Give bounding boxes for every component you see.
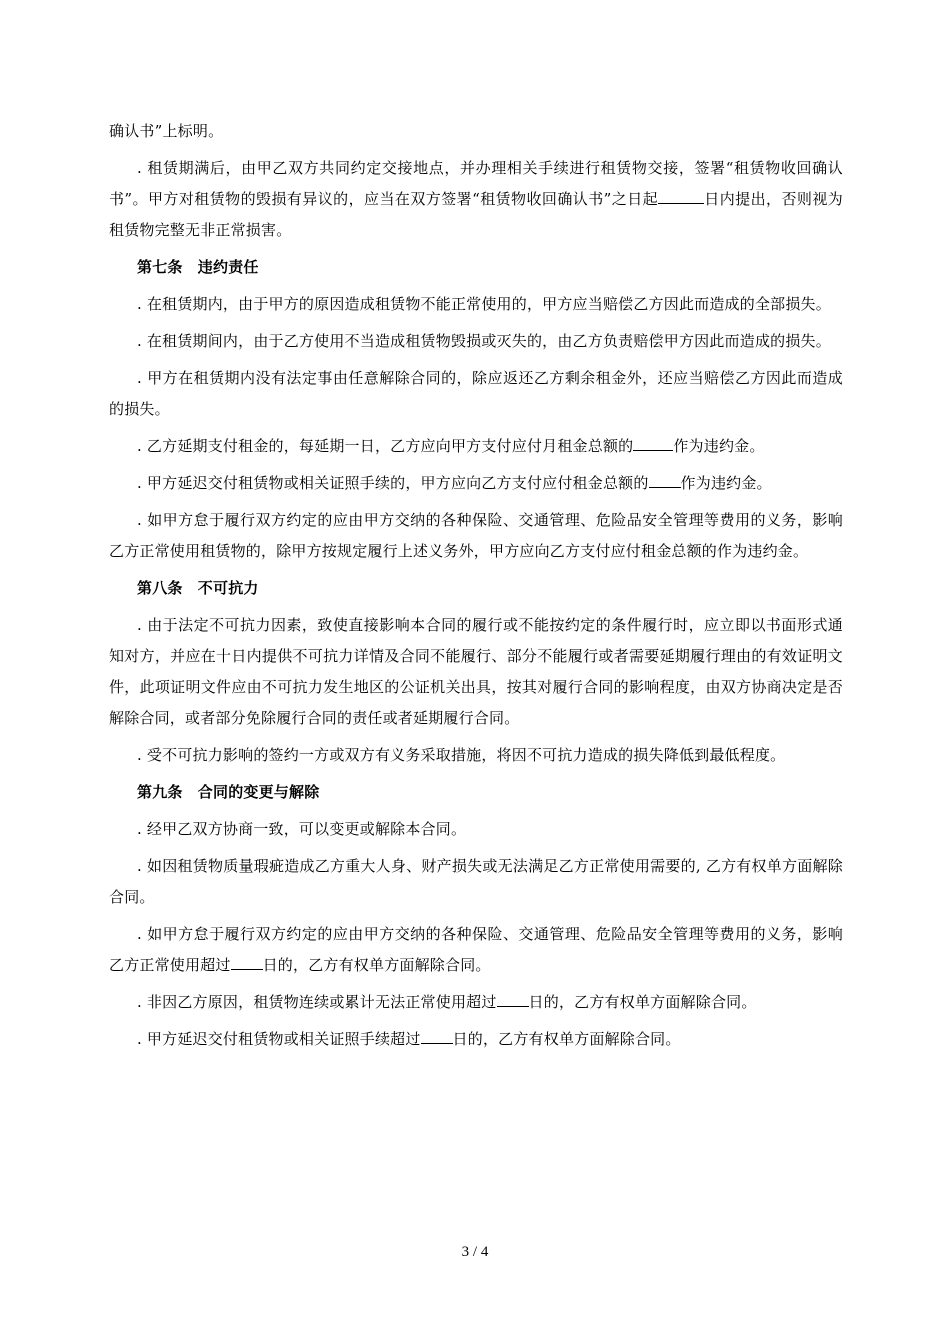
fill-in-blank bbox=[658, 185, 704, 204]
clause-paragraph bbox=[109, 919, 843, 981]
clause-paragraph bbox=[109, 153, 843, 246]
paragraph-text: 日内提出，否则视为租赁物完整无非正常损害。 bbox=[109, 190, 843, 239]
fill-in-blank bbox=[421, 1025, 453, 1044]
paragraph-text: 日的，乙方有权单方面解除合同。 bbox=[262, 956, 491, 974]
paragraph-text: . 由于法定不可抗力因素，致使直接影响本合同的履行或不能按约定的条件履行时，应立即以书面形式通知对方，并应在十日内提供不可抗力详情及合同不能履行、部分不能履行或者需要延期履行理由的有效证明文件，此项证明文件应由不可抗力发生地区的公证机关出具，按其对履行合同的影响程度，由双方协商决定是否解除合同，或者部分免除履行合同的责任或者延期履行合同。 bbox=[109, 616, 843, 727]
paragraph-text: 日的，乙方有权单方面解除合同。 bbox=[452, 1030, 681, 1048]
section-heading bbox=[109, 777, 843, 808]
clause-paragraph bbox=[109, 1024, 843, 1055]
paragraph-text: 作为违约金。 bbox=[680, 474, 772, 492]
paragraph-text: . 在租赁期间内，由于乙方使用不当造成租赁物毁损或灭失的，由乙方负责赔偿甲方因此而造成的损失。 bbox=[137, 332, 831, 350]
paragraph-text: 作为违约金。 bbox=[673, 437, 765, 455]
paragraph-text: . 甲方延迟交付租赁物或相关证照手续超过 bbox=[137, 1030, 421, 1048]
section-heading bbox=[109, 573, 843, 604]
fill-in-blank bbox=[231, 951, 263, 970]
paragraph-text: . 如因租赁物质量瑕疵造成乙方重大人身、财产损失或无法满足乙方正常使用需要的, 乙方有权单方面解除合同。 bbox=[109, 857, 843, 906]
clause-paragraph bbox=[109, 740, 843, 771]
fill-in-blank bbox=[649, 469, 681, 488]
clause-paragraph bbox=[109, 814, 843, 845]
clause-paragraph bbox=[109, 987, 843, 1018]
section-heading bbox=[109, 252, 843, 283]
clause-paragraph bbox=[109, 326, 843, 357]
fill-in-blank bbox=[633, 432, 673, 451]
clause-paragraph bbox=[109, 851, 843, 913]
clause-paragraph bbox=[109, 289, 843, 320]
paragraph-text: . 如甲方怠于履行双方约定的应由甲方交纳的各种保险、交通管理、危险品安全管理等费用的义务，影响乙方正常使用租赁物的，除甲方按规定履行上述义务外，甲方应向乙方支付应付租金总额的作为违约金。 bbox=[109, 511, 843, 560]
paragraph-text: . 在租赁期内，由于甲方的原因造成租赁物不能正常使用的，甲方应当赔偿乙方因此而造成的全部损失。 bbox=[137, 295, 831, 313]
paragraph-text: . 甲方延迟交付租赁物或相关证照手续的，甲方应向乙方支付应付租金总额的 bbox=[137, 474, 649, 492]
paragraph-text: . 经甲乙双方协商一致，可以变更或解除本合同。 bbox=[137, 820, 467, 838]
clause-paragraph bbox=[109, 505, 843, 567]
paragraph-text: . 受不可抗力影响的签约一方或双方有义务采取措施，将因不可抗力造成的损失降低到最低程度。 bbox=[137, 746, 786, 764]
paragraph-text: . 甲方在租赁期内没有法定事由任意解除合同的，除应返还乙方剩余租金外，还应当赔偿乙方因此而造成的损失。 bbox=[109, 369, 843, 418]
paragraph-text: . 乙方延期支付租金的，每延期一日，乙方应向甲方支付应付月租金总额的 bbox=[137, 437, 634, 455]
clause-paragraph bbox=[109, 116, 843, 147]
paragraph-text: 确认书”上标明。 bbox=[109, 122, 224, 140]
clause-paragraph bbox=[109, 431, 843, 462]
clause-paragraph bbox=[109, 363, 843, 425]
fill-in-blank bbox=[497, 988, 529, 1007]
paragraph-text: . 租赁期满后，由甲乙双方共同约定交接地点，并办理相关手续进行租赁物交接，签署“租赁物收回确认书”。甲方对租赁物的毁损有异议的，应当在双方签署“租赁物收回确认书”之日起 bbox=[109, 159, 843, 208]
clause-paragraph bbox=[109, 610, 843, 734]
paragraph-text: . 非因乙方原因，租赁物连续或累计无法正常使用超过 bbox=[137, 993, 497, 1011]
document-body bbox=[109, 116, 843, 1061]
paragraph-text: 第九条 合同的变更与解除 bbox=[137, 783, 320, 801]
paragraph-text: 日的，乙方有权单方面解除合同。 bbox=[528, 993, 757, 1011]
paragraph-text: 第七条 违约责任 bbox=[137, 258, 259, 276]
paragraph-text: 第八条 不可抗力 bbox=[137, 579, 259, 597]
page-number: 3 / 4 bbox=[461, 1244, 489, 1260]
clause-paragraph bbox=[109, 468, 843, 499]
paragraph-text: . 如甲方怠于履行双方约定的应由甲方交纳的各种保险、交通管理、危险品安全管理等费用的义务，影响乙方正常使用超过 bbox=[109, 925, 843, 974]
